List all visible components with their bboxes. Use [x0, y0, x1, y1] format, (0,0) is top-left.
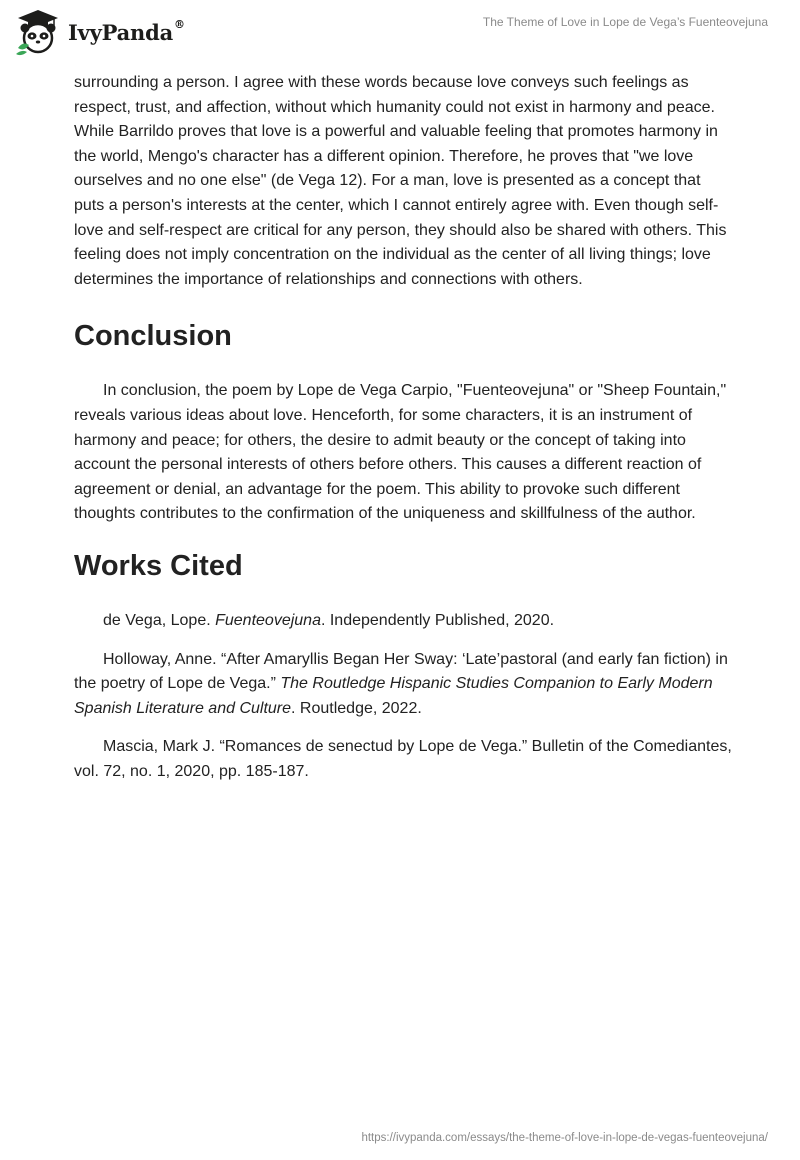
citation-text: Mascia, Mark J. “Romances de senectud by Lope de Vega.” Bulletin of the Comediantes, vol. 72, no. 1, 2020, pp. 185-187.: [74, 738, 732, 780]
citation-title: Fuenteovejuna: [215, 611, 321, 629]
conclusion-heading: Conclusion: [74, 320, 232, 353]
citation-entry: [74, 648, 734, 722]
logo-wordmark: [68, 17, 185, 45]
body-paragraph: surrounding a person. I agree with these words because love conveys such feelings as respect, trust, and affection, without which humanity could not exist in harmony and peace. While Barrildo proves that love is a powerful and valuable feeling that promotes harmony in the world, Mengo's character has a different opinion. Therefore, he proves that "we love ourselves and no one else" (de Vega 12). For a man, love is presented as a concept that puts a person's interests at the center, which I cannot entirely agree with. Even though self-love and self-respect are critical for any person, they should also be shared with others. This feeling does not imply concentration on the individual as the center of all living things; love determines the importance of relationships and connections with others.: [74, 74, 727, 288]
citation-text: de Vega, Lope.: [103, 611, 216, 629]
registered-mark: ®: [174, 17, 185, 31]
page-header: [0, 0, 800, 62]
ivypanda-logo[interactable]: [14, 8, 185, 56]
citation-text: Holloway, Anne. “After Amaryllis Began Her Sway: ‘Late’pastoral (and early fan fiction) in the poetry of Lope de Vega.”: [74, 650, 728, 693]
citation-text: . Independently Published, 2020.: [320, 611, 555, 629]
citation-title: The Routledge Hispanic Studies Companion to Early Modern Spanish Literature and Culture: [74, 675, 713, 717]
essay-content: [74, 71, 734, 798]
works-cited-heading: Works Cited: [74, 549, 243, 582]
panda-graduate-icon: [14, 8, 62, 56]
citation-text: . Routledge, 2022.: [291, 699, 422, 717]
conclusion-paragraph: In conclusion, the poem by Lope de Vega Carpio, "Fuenteovejuna" or "Sheep Fountain," reveals various ideas about love. Henceforth, for some characters, it is an instrument of harmony and peace; for others, the desire to admit beauty or the concept of taking into account the personal interests of others before others. This causes a different reaction of agreement or denial, an advantage for the poem. This ability to provoke such different thoughts contributes to the confirmation of the uniqueness and skillfulness of the author.: [74, 382, 727, 523]
citation-entry: [74, 735, 734, 784]
document-title: The Theme of Love in Lope de Vega’s Fuenteovejuna: [482, 15, 768, 29]
citation-entry: [74, 609, 734, 634]
source-url-link[interactable]: https://ivypanda.com/essays/the-theme-of-love-in-lope-de-vegas-fuenteovejuna/: [361, 1132, 768, 1144]
logo-text: IvyPanda: [68, 19, 174, 45]
